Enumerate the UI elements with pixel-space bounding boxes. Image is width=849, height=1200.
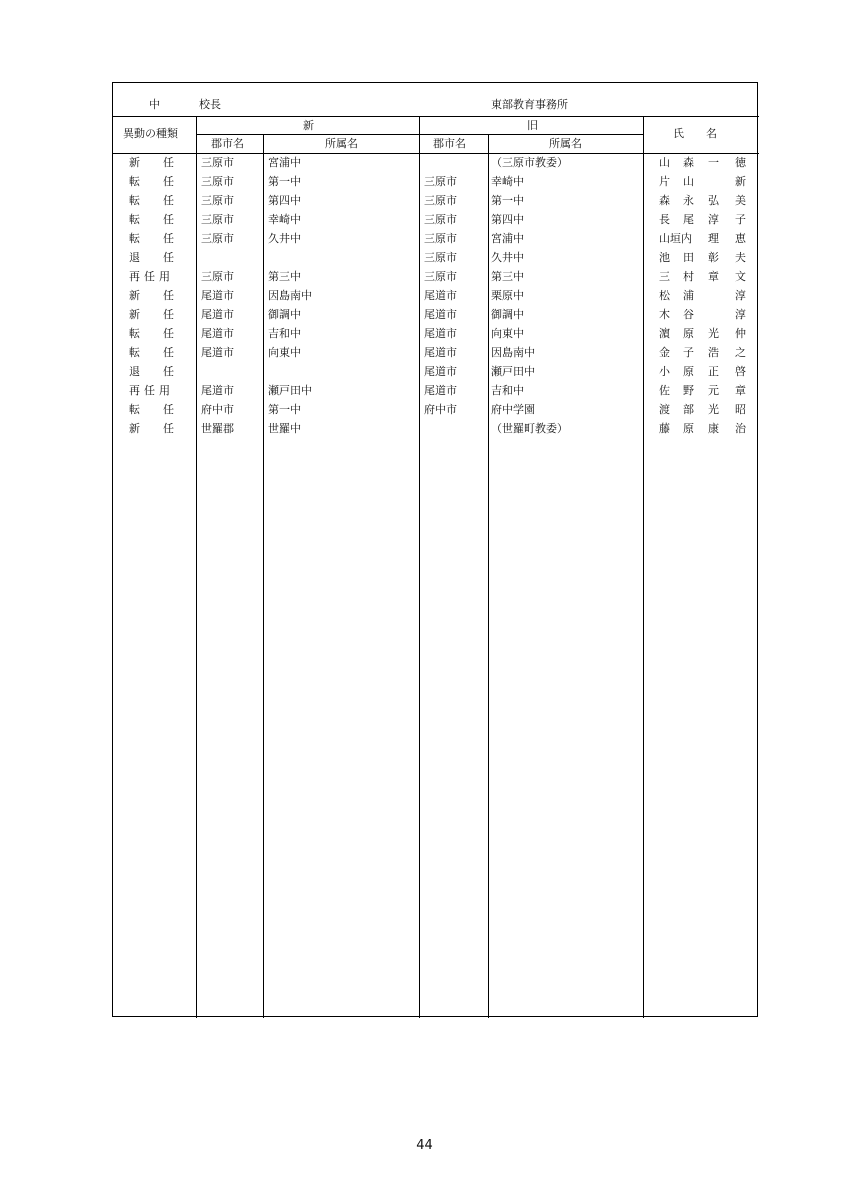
old-school-cell: 宮浦中 bbox=[491, 232, 524, 245]
name-char: 山 bbox=[683, 175, 694, 188]
name-char: 永 bbox=[683, 194, 694, 207]
name-char: 藤 bbox=[659, 422, 670, 435]
new-city-cell: 三原市 bbox=[201, 232, 234, 245]
name-char: 一 bbox=[708, 156, 719, 169]
change-type: 再任用 bbox=[129, 270, 174, 283]
old-city-cell: 尾道市 bbox=[424, 308, 457, 321]
new-city-cell: 府中市 bbox=[201, 403, 234, 416]
col-divider-old-city bbox=[488, 134, 489, 1018]
name-char: 光 bbox=[708, 403, 719, 416]
name-char: 森 bbox=[683, 156, 694, 169]
new-school-cell: 第四中 bbox=[268, 194, 301, 207]
change-type: 転 任 bbox=[129, 232, 180, 245]
old-city-cell: 三原市 bbox=[424, 194, 457, 207]
name-char: 濵 bbox=[659, 327, 670, 340]
old-city-cell: 三原市 bbox=[424, 251, 457, 264]
change-type: 新 任 bbox=[129, 308, 180, 321]
name-char: 章 bbox=[708, 270, 719, 283]
old-school-cell: 幸崎中 bbox=[491, 175, 524, 188]
new-school-cell: 幸崎中 bbox=[268, 213, 301, 226]
office-name: 東部教育事務所 bbox=[491, 98, 568, 111]
name-char: 淳 bbox=[735, 308, 746, 321]
name-char: 光 bbox=[708, 327, 719, 340]
new-city-cell: 三原市 bbox=[201, 156, 234, 169]
name-char: 部 bbox=[683, 403, 694, 416]
name-char: 野 bbox=[683, 384, 694, 397]
name-char: 子 bbox=[683, 346, 694, 359]
change-type: 再任用 bbox=[129, 384, 174, 397]
old-school-cell: 第三中 bbox=[491, 270, 524, 283]
change-type: 転 任 bbox=[129, 213, 180, 226]
name-char: 長 bbox=[659, 213, 670, 226]
old-city-cell: 三原市 bbox=[424, 213, 457, 226]
new-city-cell: 三原市 bbox=[201, 213, 234, 226]
new-city-cell: 三原市 bbox=[201, 175, 234, 188]
name-char: 昭 bbox=[735, 403, 746, 416]
col-divider-type bbox=[196, 116, 197, 1018]
change-type: 転 任 bbox=[129, 346, 180, 359]
name-char: 尾 bbox=[683, 213, 694, 226]
name-char: 木 bbox=[659, 308, 670, 321]
new-city-header: 郡市名 bbox=[211, 137, 244, 150]
new-school-cell: 宮浦中 bbox=[268, 156, 301, 169]
name-char: 仲 bbox=[735, 327, 746, 340]
name-char: 原 bbox=[683, 327, 694, 340]
new-school-cell: 世羅中 bbox=[268, 422, 301, 435]
old-school-cell: 久井中 bbox=[491, 251, 524, 264]
change-type: 転 任 bbox=[129, 194, 180, 207]
old-city-cell: 府中市 bbox=[424, 403, 457, 416]
old-school-cell: 御調中 bbox=[491, 308, 524, 321]
personnel-table bbox=[112, 82, 758, 1017]
name-char: 松 bbox=[659, 289, 670, 302]
new-school-cell: 久井中 bbox=[268, 232, 301, 245]
new-city-cell: 三原市 bbox=[201, 194, 234, 207]
page-number: 44 bbox=[416, 1138, 433, 1153]
new-city-cell: 世羅郡 bbox=[201, 422, 234, 435]
new-city-cell: 尾道市 bbox=[201, 346, 234, 359]
name-char: 章 bbox=[735, 384, 746, 397]
old-school-cell: 瀬戸田中 bbox=[491, 365, 535, 378]
old-school-cell: 吉和中 bbox=[491, 384, 524, 397]
name-char: 田 bbox=[683, 251, 694, 264]
new-school-cell: 因島南中 bbox=[268, 289, 312, 302]
change-type: 新 任 bbox=[129, 422, 180, 435]
new-school-cell: 向東中 bbox=[268, 346, 301, 359]
new-school-cell: 御調中 bbox=[268, 308, 301, 321]
old-city-cell: 尾道市 bbox=[424, 384, 457, 397]
old-school-cell: 府中学園 bbox=[491, 403, 535, 416]
new-school-cell: 瀬戸田中 bbox=[268, 384, 312, 397]
name-char: 徳 bbox=[735, 156, 746, 169]
header-divider-bottom bbox=[113, 153, 759, 154]
name-char: 渡 bbox=[659, 403, 670, 416]
name-char: 淳 bbox=[735, 289, 746, 302]
new-school-cell: 吉和中 bbox=[268, 327, 301, 340]
name-char: 村 bbox=[683, 270, 694, 283]
name-char: 浦 bbox=[683, 289, 694, 302]
header-divider-top bbox=[113, 116, 759, 117]
new-city-cell: 尾道市 bbox=[201, 384, 234, 397]
change-type: 転 任 bbox=[129, 175, 180, 188]
change-type: 転 任 bbox=[129, 403, 180, 416]
name-char: 康 bbox=[708, 422, 719, 435]
old-school-cell: 第四中 bbox=[491, 213, 524, 226]
new-school-cell: 第一中 bbox=[268, 403, 301, 416]
name-char: 淳 bbox=[708, 213, 719, 226]
old-city-cell: 尾道市 bbox=[424, 289, 457, 302]
name-char: 之 bbox=[735, 346, 746, 359]
name-char: 金 bbox=[659, 346, 670, 359]
old-city-cell: 三原市 bbox=[424, 175, 457, 188]
name-char: 美 bbox=[735, 194, 746, 207]
name-char: 恵 bbox=[735, 232, 746, 245]
new-city-cell: 三原市 bbox=[201, 270, 234, 283]
change-type: 退 任 bbox=[129, 251, 180, 264]
new-school-cell: 第一中 bbox=[268, 175, 301, 188]
name-char: 谷 bbox=[683, 308, 694, 321]
old-city-cell: 尾道市 bbox=[424, 327, 457, 340]
old-school-cell: 向東中 bbox=[491, 327, 524, 340]
name-char: 元 bbox=[708, 384, 719, 397]
name-char: 理 bbox=[708, 232, 719, 245]
old-group-header: 旧 bbox=[527, 119, 538, 132]
new-city-cell: 尾道市 bbox=[201, 308, 234, 321]
name-char: 子 bbox=[735, 213, 746, 226]
name-char: 彰 bbox=[708, 251, 719, 264]
old-city-cell: 三原市 bbox=[424, 232, 457, 245]
name-char: 森 bbox=[659, 194, 670, 207]
new-group-header: 新 bbox=[303, 119, 314, 132]
old-school-cell: （世羅町教委） bbox=[491, 422, 568, 435]
name-char: 浩 bbox=[708, 346, 719, 359]
old-school-cell: 栗原中 bbox=[491, 289, 524, 302]
name-char: 原 bbox=[683, 365, 694, 378]
col-divider-name bbox=[643, 116, 644, 1018]
old-city-header: 郡市名 bbox=[433, 137, 466, 150]
new-school-header: 所属名 bbox=[325, 137, 358, 150]
name-char: 弘 bbox=[708, 194, 719, 207]
name-char: 佐 bbox=[659, 384, 670, 397]
new-school-cell: 第三中 bbox=[268, 270, 301, 283]
change-type: 退 任 bbox=[129, 365, 180, 378]
name-char: 新 bbox=[735, 175, 746, 188]
name-char: 小 bbox=[659, 365, 670, 378]
name-header: 氏 名 bbox=[673, 127, 717, 140]
new-city-cell: 尾道市 bbox=[201, 289, 234, 302]
col-divider-new-old bbox=[419, 116, 420, 1018]
school-level: 中 bbox=[149, 98, 160, 111]
type-header: 異動の種類 bbox=[123, 127, 178, 140]
position-title: 校長 bbox=[199, 98, 221, 111]
name-char: 山垣内 bbox=[659, 232, 692, 245]
name-char: 啓 bbox=[735, 365, 746, 378]
name-char: 原 bbox=[683, 422, 694, 435]
name-char: 池 bbox=[659, 251, 670, 264]
name-char: 片 bbox=[659, 175, 670, 188]
old-city-cell: 尾道市 bbox=[424, 346, 457, 359]
change-type: 新 任 bbox=[129, 289, 180, 302]
change-type: 新 任 bbox=[129, 156, 180, 169]
name-char: 治 bbox=[735, 422, 746, 435]
name-char: 山 bbox=[659, 156, 670, 169]
name-char: 文 bbox=[735, 270, 746, 283]
old-school-cell: 第一中 bbox=[491, 194, 524, 207]
name-char: 夫 bbox=[735, 251, 746, 264]
old-city-cell: 尾道市 bbox=[424, 365, 457, 378]
change-type: 転 任 bbox=[129, 327, 180, 340]
old-school-cell: 因島南中 bbox=[491, 346, 535, 359]
name-char: 三 bbox=[659, 270, 670, 283]
old-school-header: 所属名 bbox=[549, 137, 582, 150]
col-divider-new-city bbox=[263, 134, 264, 1018]
new-city-cell: 尾道市 bbox=[201, 327, 234, 340]
name-char: 正 bbox=[708, 365, 719, 378]
old-school-cell: （三原市教委） bbox=[491, 156, 568, 169]
old-city-cell: 三原市 bbox=[424, 270, 457, 283]
